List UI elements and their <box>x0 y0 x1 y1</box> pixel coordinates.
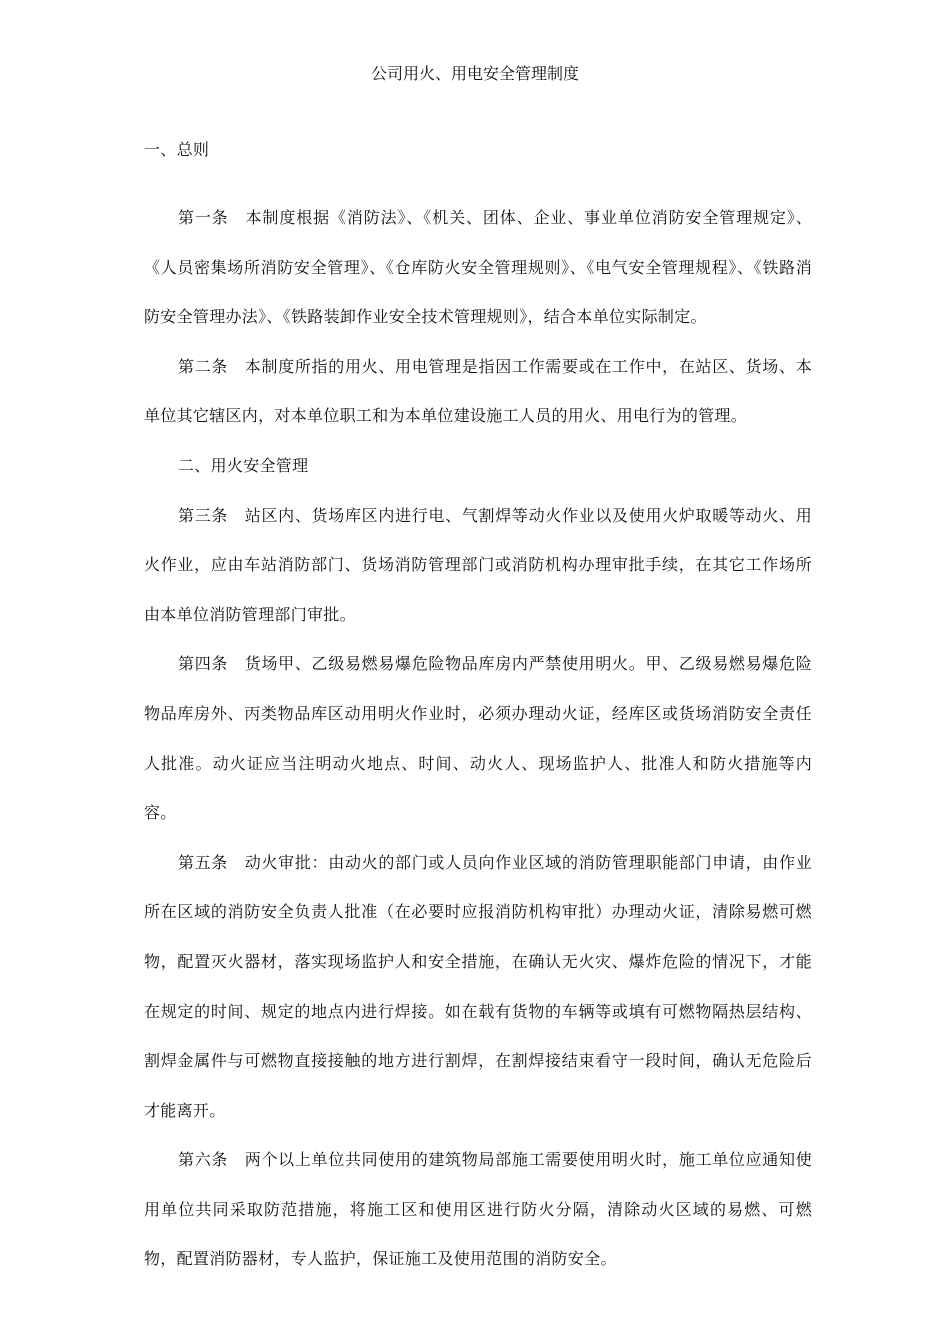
document-body <box>144 130 812 1284</box>
article-3-paragraph: 第三条 站区内、货场库区内进行电、气割焊等动火作业以及使用火炉取暖等动火、用火作业，应由车站消防部门、货场消防管理部门或消防机构办理审批手续，在其它工作场所由本单位消防管理部门审批。 <box>144 505 812 624</box>
article-1-paragraph: 第一条 本制度根据《消防法》、《机关、团体、企业、事业单位消防安全管理规定》、《人员密集场所消防安全管理》、《仓库防火安全管理规则》、《电气安全管理规程》、《铁路消防安全管理办法》、《铁路装卸作业安全技术管理规则》，结合本单位实际制定。 <box>144 208 812 327</box>
document-title: 公司用火、用电安全管理制度 <box>370 64 579 83</box>
article-4-paragraph: 第四条 货场甲、乙级易燃易爆危险物品库房内严禁使用明火。甲、乙级易燃易爆危险物品库房外、丙类物品库区动用明火作业时，必须办理动火证，经库区或货场消防安全责任人批准。动火证应当注明动火地点、时间、动火人、现场监护人、批准人和防火措施等内容。 <box>144 654 812 823</box>
article-2-paragraph: 第二条 本制度所指的用火、用电管理是指因工作需要或在工作中，在站区、货场、本单位其它辖区内，对本单位职工和为本单位建设施工人员的用火、用电行为的管理。 <box>144 356 812 426</box>
article-6-paragraph: 第六条 两个以上单位共同使用的建筑物局部施工需要使用明火时，施工单位应通知使用单位共同采取防范措施，将施工区和使用区进行防火分隔，清除动火区域的易燃、可燃物，配置消防器材，专人监护，保证施工及使用范围的消防安全。 <box>144 1150 812 1269</box>
section-heading-fire-safety: 二、用火安全管理 <box>178 455 309 475</box>
article-5-paragraph: 第五条 动火审批：由动火的部门或人员向作业区域的消防管理职能部门申请，由作业所在区域的消防安全负责人批准（在必要时应报消防机构审批）办理动火证，清除易燃可燃物，配置灭火器材，落实现场监护人和安全措施，在确认无火灾、爆炸危险的情况下，才能在规定的时间、规定的地点内进行焊接。如在载有货物的车辆等或填有可燃物隔热层结构、割焊金属件与可燃物直接接触的地方进行割焊，在割焊接结束看守一段时间，确认无危险后才能离开。 <box>144 852 812 1120</box>
section-heading-general: 一、总则 <box>144 140 210 159</box>
